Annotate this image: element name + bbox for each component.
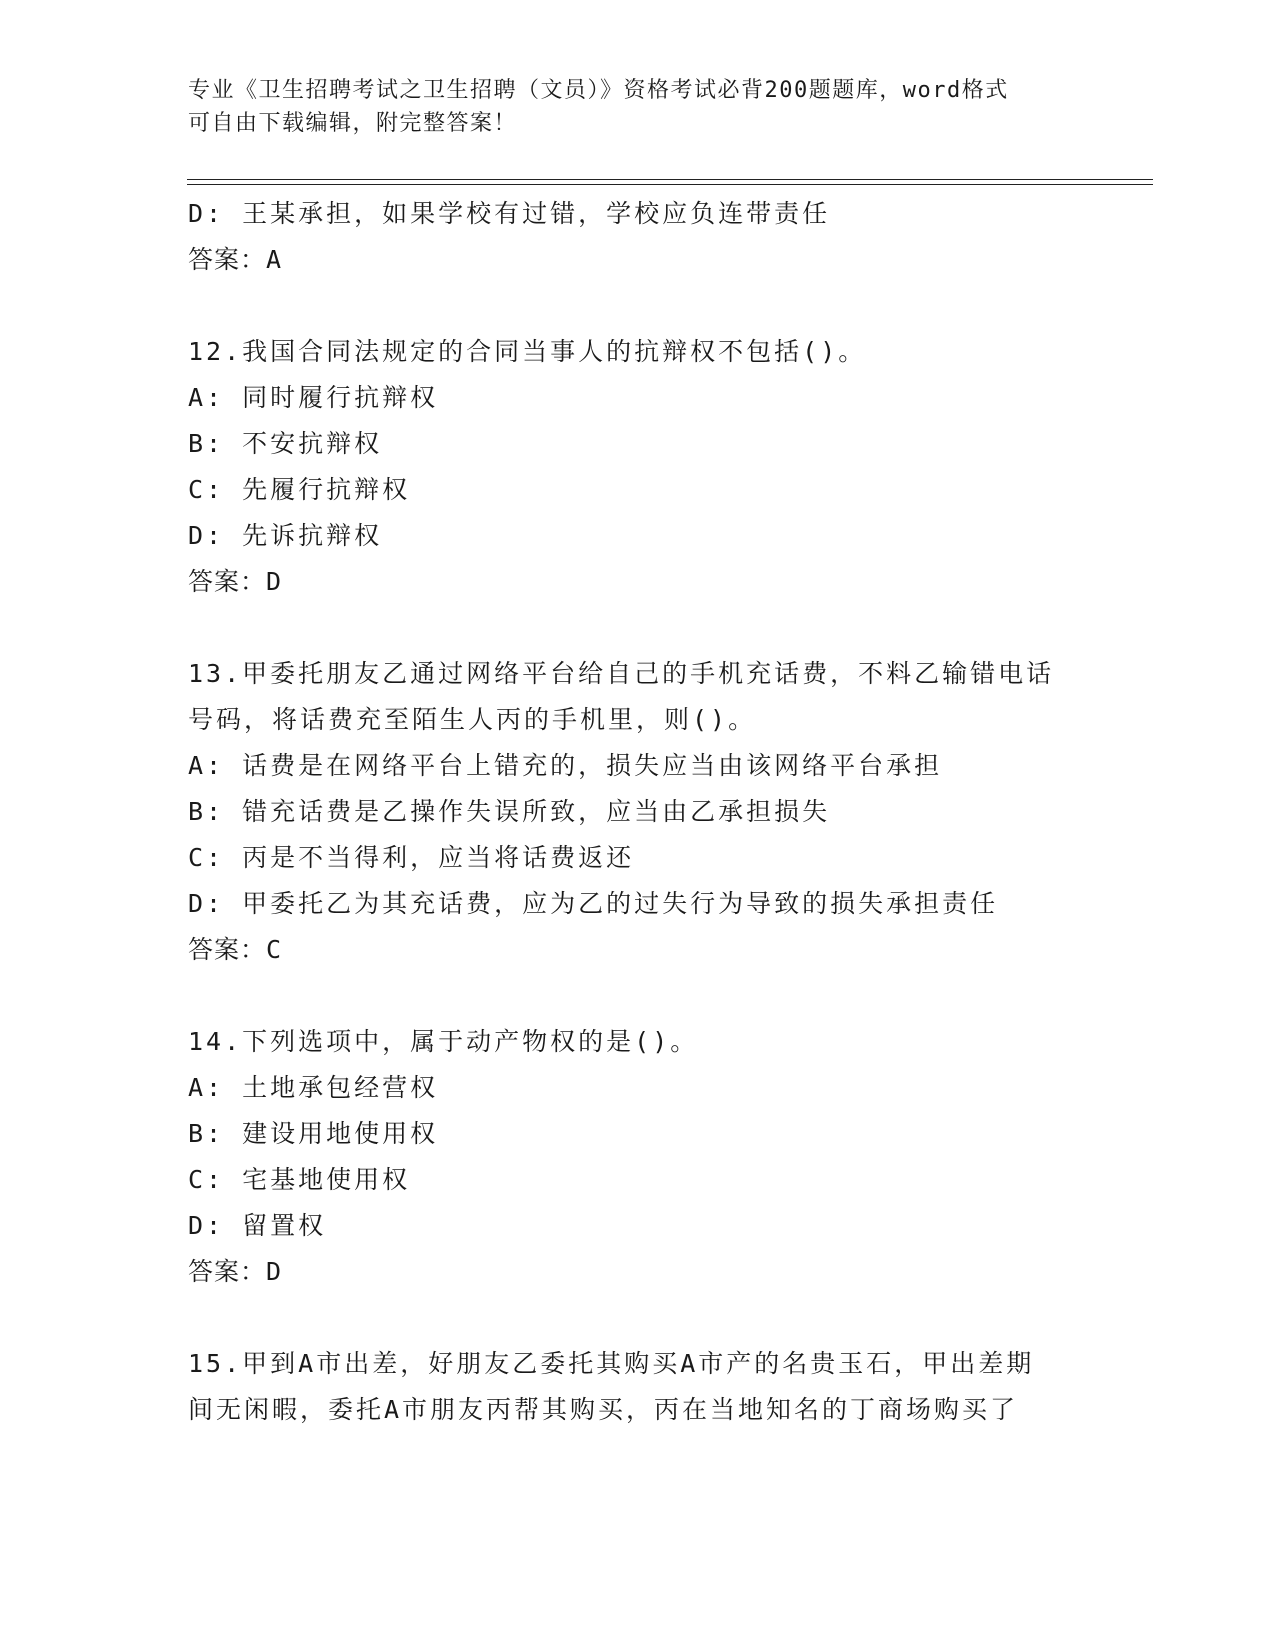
q13-option-b: B: 错充话费是乙操作失误所致，应当由乙承担损失 [188, 797, 831, 826]
answer-value: C [266, 935, 283, 964]
q13-answer [188, 927, 1088, 973]
q11-option-d: D: 王某承担，如果学校有过错，学校应负连带责任 [188, 199, 831, 228]
document-header [188, 74, 1088, 140]
answer-value: D [266, 1257, 283, 1286]
q13-option-a: A: 话费是在网络平台上错充的，损失应当由该网络平台承担 [188, 751, 943, 780]
q11-answer [188, 237, 1088, 283]
q15-stem-line-2: 间无闲暇，委托A市朋友丙帮其购买，丙在当地知名的丁商场购买了 [188, 1395, 1019, 1424]
answer-label: 答案： [188, 245, 267, 274]
q12-answer [188, 559, 1088, 605]
spacer [188, 605, 1088, 651]
q15-stem-line-1: 15.甲到A市出差，好朋友乙委托其购买A市产的名贵玉石，甲出差期 [188, 1349, 1035, 1378]
q12-option-a: A: 同时履行抗辩权 [188, 383, 439, 412]
header-title-line-2: 可自由下载编辑，附完整答案！ [188, 111, 518, 136]
spacer [188, 973, 1088, 1019]
question-content [188, 191, 1088, 1433]
spacer [188, 283, 1088, 329]
q13-option-c: C: 丙是不当得利，应当将话费返还 [188, 843, 635, 872]
q14-option-b: B: 建设用地使用权 [188, 1119, 439, 1148]
q12-option-b: B: 不安抗辩权 [188, 429, 383, 458]
answer-value: D [266, 567, 283, 596]
q12-option-c: C: 先履行抗辩权 [188, 475, 411, 504]
header-divider-bottom [187, 184, 1153, 185]
spacer [188, 1295, 1088, 1341]
q12-option-d: D: 先诉抗辩权 [188, 521, 383, 550]
q14-option-d: D: 留置权 [188, 1211, 327, 1240]
header-title-line-1: 专业《卫生招聘考试之卫生招聘（文员）》资格考试必背200题题库，word格式 [188, 78, 1009, 103]
answer-label: 答案： [188, 935, 267, 964]
q12-stem: 12.我国合同法规定的合同当事人的抗辩权不包括()。 [188, 337, 867, 366]
q14-stem: 14.下列选项中，属于动产物权的是()。 [188, 1027, 699, 1056]
q14-option-a: A: 土地承包经营权 [188, 1073, 439, 1102]
q13-stem-line-1: 13.甲委托朋友乙通过网络平台给自己的手机充话费，不料乙输错电话 [188, 659, 1055, 688]
q14-answer [188, 1249, 1088, 1295]
answer-label: 答案： [188, 1257, 267, 1286]
header-divider-top [187, 179, 1153, 180]
q14-option-c: C: 宅基地使用权 [188, 1165, 411, 1194]
q13-stem-line-2: 号码，将话费充至陌生人丙的手机里，则()。 [188, 705, 757, 734]
answer-value: A [266, 245, 283, 274]
q13-option-d: D: 甲委托乙为其充话费，应为乙的过失行为导致的损失承担责任 [188, 889, 999, 918]
answer-label: 答案： [188, 567, 267, 596]
